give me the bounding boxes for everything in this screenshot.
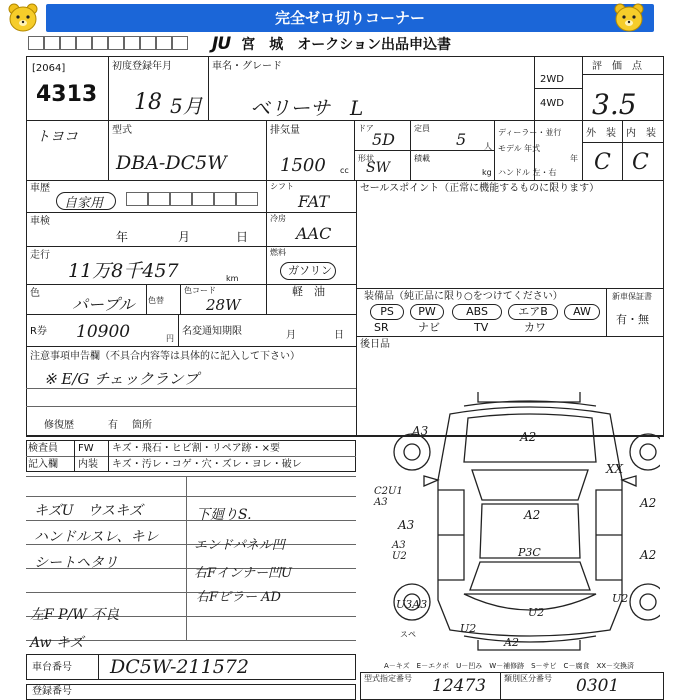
r-ticket-label: R券 <box>30 326 47 337</box>
registration-label: 登録番号 <box>32 686 72 697</box>
handwritten-note: 左F P/W 不良 <box>30 607 120 623</box>
color-label: 色 <box>30 288 40 299</box>
diagram-mark: スペ <box>400 630 416 639</box>
diagram-mark: A3 U2 <box>392 540 407 562</box>
equipment-navi[interactable]: ナビ <box>418 321 440 334</box>
diagram-mark: A3 <box>398 518 415 532</box>
first-reg-month: 5月 <box>170 94 203 118</box>
year-suffix-label: 年 <box>570 154 578 163</box>
cc-label: cc <box>340 166 349 175</box>
car-name: ベリーサ L <box>250 96 364 120</box>
notes-label: 注意事項申告欄（不具合内容等は具体的に記入して下さい） <box>30 351 300 362</box>
warranty-options: 有・無 <box>616 313 649 326</box>
cooling-value: AAC <box>296 224 332 243</box>
inspector-label: 検査員 <box>28 443 58 454</box>
repair-yes-label: 有 <box>108 420 118 431</box>
top-stamp-boxes <box>28 36 188 50</box>
diagram-mark: A2 <box>524 508 541 522</box>
interior-row-items: キズ・汚レ・コゲ・穴・ズレ・ヨレ・破レ <box>112 459 302 470</box>
handwritten-note: Aw キズ <box>30 635 84 651</box>
entry-label: 記入欄 <box>28 459 58 470</box>
form-header <box>212 34 451 54</box>
rear-seat-label: 後日品 <box>360 339 390 350</box>
handwritten-note: ハンドルスレ、キレ <box>34 529 159 545</box>
fuel-label: 燃料 <box>270 248 286 257</box>
mileage-label: 走行 <box>30 250 50 261</box>
damage-legend: A－キズ E－エクボ U－凹み W－補修跡 S－サビ C－腐食 XX－交換済 <box>384 662 635 670</box>
type-designation-label: 型式指定番号 <box>364 674 412 683</box>
handwritten-note: エンドパネル凹 <box>194 538 285 553</box>
model-label: 型式 <box>112 125 132 136</box>
new-car-warranty-label: 新車保証書 <box>612 292 652 301</box>
car-diagram <box>360 380 660 652</box>
repair-history-label: 修復歴 <box>44 420 74 431</box>
displacement-value: 1500 <box>280 155 326 176</box>
handwritten-note: シートヘタリ <box>34 555 118 571</box>
4wd-label: 4WD <box>540 98 564 109</box>
diagram-mark: P3C <box>518 546 541 559</box>
type-designation-value: 12473 <box>432 676 487 696</box>
inspection-month: 月 <box>178 230 191 244</box>
shift-label: シフト <box>270 182 294 191</box>
fuel-alt: 軽 油 <box>292 285 325 298</box>
kg-label: kg <box>482 168 492 177</box>
purpose-label: 車歴 <box>30 183 50 194</box>
diagram-mark: C2U1 A3 <box>374 486 403 508</box>
inspection-day: 日 <box>236 230 249 244</box>
diagram-mark: U2 <box>612 592 629 605</box>
name-change-label: 名変通知期限 <box>182 326 242 337</box>
exterior-value: C <box>594 150 611 175</box>
evaluation-label: 評 価 点 <box>592 61 642 72</box>
brand-logo: JU <box>212 34 231 54</box>
purpose-value: 自家用 <box>64 196 104 211</box>
mileage-value: 11万8千457 <box>68 260 179 282</box>
form-title: 宮 城 オークション出品申込書 <box>241 37 451 53</box>
diagram-mark: A2 <box>640 496 657 510</box>
equipment-aw[interactable]: AW <box>564 304 600 320</box>
shape-label: 形状 <box>358 154 374 163</box>
cooling-label: 冷房 <box>270 214 286 223</box>
fuel-value: ガソリン <box>288 264 332 277</box>
registration-row <box>26 684 356 700</box>
capacity-label: 定員 <box>414 124 430 133</box>
color-code-label: 色コード <box>184 286 216 295</box>
yen-label: 円 <box>166 334 174 343</box>
diagram-mark: A2 <box>640 548 657 562</box>
interior-row-label: 内装 <box>78 459 98 470</box>
category-number-value: 0301 <box>576 676 620 696</box>
lot-number: 4313 <box>36 82 98 107</box>
shape-value: SW <box>366 160 390 176</box>
diagram-mark: U2 <box>460 622 477 635</box>
handwritten-note: キズU ウスキズ <box>34 503 143 519</box>
diagram-mark: A2 <box>520 430 537 444</box>
r-ticket-value: 10900 <box>76 322 131 342</box>
color-value: パープル <box>72 295 135 314</box>
equipment-kawa[interactable]: カワ <box>524 321 546 334</box>
exterior-row-label: FW <box>78 443 94 454</box>
dealer-label: ディーラー・並行 <box>498 128 562 137</box>
shift-value: FAT <box>298 192 330 211</box>
sales-point-label: セールスポイント（正常に機能するものに限ります） <box>360 183 600 194</box>
door-value: 5D <box>372 130 396 149</box>
model-code: DBA-DC5W <box>116 152 227 174</box>
repair-location-label: 箇所 <box>132 420 152 431</box>
model-year-label: モデル 年式 <box>498 144 541 153</box>
first-reg-year: 18 <box>134 90 162 115</box>
chassis-label: 車台番号 <box>32 662 72 673</box>
capacity-value: 5 <box>456 130 467 149</box>
handwritten-note: 右Fインナー凹U <box>194 566 292 581</box>
equipment-airbag[interactable]: エアB <box>508 304 558 320</box>
diagram-mark: U2 <box>528 606 545 619</box>
name-change-month: 月 <box>286 330 296 341</box>
exterior-label: 外 装 <box>586 128 616 139</box>
person-label: 人 <box>484 142 492 151</box>
color-name-label: 色替 <box>148 296 164 305</box>
km-label: km <box>226 274 239 283</box>
chassis-value: DC5W-211572 <box>110 656 249 678</box>
banner-title: 完全ゼロ切りコーナー <box>46 4 654 32</box>
interior-label: 内 装 <box>626 128 656 139</box>
2wd-label: 2WD <box>540 74 564 85</box>
diagram-mark: XX <box>606 462 624 476</box>
door-label: ドア <box>358 124 374 133</box>
load-label: 積載 <box>414 154 430 163</box>
equipment-sr[interactable]: SR <box>374 321 389 334</box>
handwritten-note: 下廻りS. <box>196 507 252 523</box>
displacement-label: 排気量 <box>270 125 300 136</box>
color-code-value: 28W <box>206 296 241 314</box>
lot-code: [2064] <box>32 63 66 74</box>
diagram-mark: A2 <box>504 636 519 649</box>
handle-label: ハンドル 左・右 <box>498 168 557 177</box>
name-grade-label: 車名・グレード <box>212 61 282 72</box>
equipment-label: 装備品（純正品に限り○をつけてください） <box>364 291 563 302</box>
first-reg-label: 初度登録年月 <box>112 61 172 72</box>
equipment-tv[interactable]: TV <box>474 321 489 334</box>
evaluation-grade: 3.5 <box>592 88 637 121</box>
exterior-row-items: キズ・飛石・ヒビ割・リペア跡・×要 <box>112 443 280 454</box>
equipment-pw[interactable]: PW <box>410 304 444 320</box>
handwritten-stamp: トヨコ <box>36 129 78 145</box>
inspection-year: 年 <box>116 230 129 244</box>
interior-value: C <box>632 150 649 175</box>
category-number-label: 類別区分番号 <box>504 674 552 683</box>
equipment-ps[interactable]: PS <box>370 304 404 320</box>
equipment-abs[interactable]: ABS <box>452 304 502 320</box>
inspection-label: 車検 <box>30 216 50 227</box>
bear-mascot-icon <box>6 2 40 34</box>
notes-line: ※ E/G チェックランプ <box>44 370 199 388</box>
diagram-mark: U3A3 <box>396 598 428 611</box>
name-change-day: 日 <box>334 330 344 341</box>
handwritten-note: 右Fピラー AD <box>196 590 281 605</box>
bear-mascot-icon <box>612 2 646 34</box>
banner <box>0 0 700 34</box>
diagram-mark: A3 <box>412 424 429 438</box>
